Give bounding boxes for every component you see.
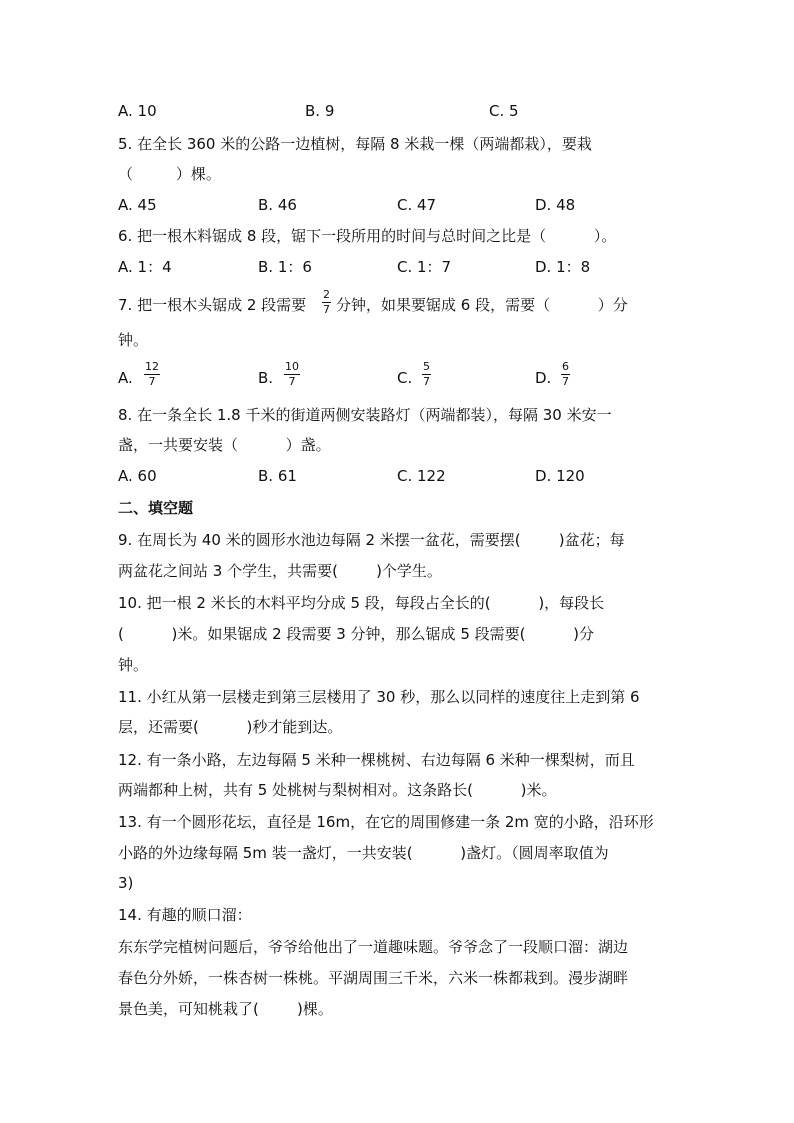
q7-option-c-label[interactable]: C. bbox=[397, 369, 413, 387]
q9-text-line2: 两盆花之间站 3 个学生，共需要( )个学生。 bbox=[118, 562, 442, 580]
q8-option-c[interactable]: C. 122 bbox=[397, 467, 446, 485]
q5-text-line1: 5. 在全长 360 米的公路一边植树，每隔 8 米栽一棵（两端都栽），要栽 bbox=[118, 135, 592, 153]
fraction-denominator: 7 bbox=[148, 375, 156, 388]
q6-option-d[interactable]: D. 1：8 bbox=[535, 258, 591, 276]
q7-fraction bbox=[322, 289, 331, 316]
q4-option-c[interactable]: C. 5 bbox=[489, 102, 519, 120]
q7-text-line2: 钟。 bbox=[118, 331, 149, 349]
q14-text-line1: 东东学完植树问题后，爷爷给他出了一道趣味题。爷爷念了一段顺口溜：湖边 bbox=[118, 938, 629, 956]
q14-title: 14. 有趣的顺口溜： bbox=[118, 906, 252, 924]
q11-text-line2: 层，还需要( )秒才能到达。 bbox=[118, 718, 343, 736]
q13-text-line1: 13. 有一个圆形花坛，直径是 16m，在它的周围修建一条 2m 宽的小路，沿环形 bbox=[118, 813, 654, 831]
q12-text-line1: 12. 有一条小路，左边每隔 5 米种一棵桃树、右边每隔 6 米种一棵梨树，而且 bbox=[118, 751, 635, 769]
q7-option-a-fraction bbox=[144, 361, 160, 388]
q8-option-d[interactable]: D. 120 bbox=[535, 467, 585, 485]
q7-option-b-fraction bbox=[284, 361, 300, 388]
fraction-numerator: 10 bbox=[285, 360, 299, 373]
q13-text-line2: 小路的外边缘每隔 5m 装一盏灯，一共安装( )盏灯。（圆周率取值为 bbox=[118, 844, 609, 862]
q5-text-line2: （ ）棵。 bbox=[118, 165, 221, 183]
q10-text-line2: ( )米。如果锯成 2 段需要 3 分钟，那么锯成 5 段需要( )分 bbox=[118, 625, 595, 643]
q10-text-line1: 10. 把一根 2 米长的木料平均分成 5 段，每段占全长的( )，每段长 bbox=[118, 594, 605, 612]
q7-option-c-fraction bbox=[422, 361, 431, 388]
q12-text-line2: 两端都种上树，共有 5 处桃树与梨树相对。这条路长( )米。 bbox=[118, 781, 557, 799]
fraction-numerator: 6 bbox=[562, 360, 569, 373]
q7-text-post: 分钟，如果要锯成 6 段，需要（ ）分 bbox=[336, 296, 628, 314]
q9-text-line1: 9. 在周长为 40 米的圆形水池边每隔 2 米摆一盆花，需要摆( )盆花；每 bbox=[118, 531, 625, 549]
q10-text-line3: 钟。 bbox=[118, 656, 149, 674]
q5-option-d[interactable]: D. 48 bbox=[535, 196, 576, 214]
fraction-denominator: 7 bbox=[562, 375, 569, 388]
q6-option-c[interactable]: C. 1：7 bbox=[397, 258, 452, 276]
q7-option-d-label[interactable]: D. bbox=[535, 369, 552, 387]
q6-option-b[interactable]: B. 1：6 bbox=[258, 258, 312, 276]
q5-option-a[interactable]: A. 45 bbox=[118, 196, 157, 214]
q11-text-line1: 11. 小红从第一层楼走到第三层楼用了 30 秒，那么以同样的速度往上走到第 6 bbox=[118, 688, 640, 706]
q4-option-b[interactable]: B. 9 bbox=[305, 102, 335, 120]
q8-text-line1: 8. 在一条全长 1.8 千米的街道两侧安装路灯（两端都装），每隔 30 米安一 bbox=[118, 406, 612, 424]
q5-option-c[interactable]: C. 47 bbox=[397, 196, 437, 214]
fraction-numerator: 12 bbox=[145, 360, 159, 373]
q6-text: 6. 把一根木料锯成 8 段，锯下一段所用的时间与总时间之比是（ ）。 bbox=[118, 227, 617, 245]
q6-option-a[interactable]: A. 1：4 bbox=[118, 258, 172, 276]
q13-text-line3: 3) bbox=[118, 874, 134, 892]
fraction-denominator: 7 bbox=[423, 375, 430, 388]
q8-option-b[interactable]: B. 61 bbox=[258, 467, 297, 485]
fraction-denominator: 7 bbox=[288, 375, 296, 388]
q7-text-pre: 7. 把一根木头锯成 2 段需要 bbox=[118, 296, 307, 314]
q7-option-d-fraction bbox=[561, 361, 570, 388]
q7-fraction-denominator: 7 bbox=[323, 303, 330, 316]
q7-option-b-label[interactable]: B. bbox=[258, 369, 274, 387]
section-title-fill-in: 二、填空题 bbox=[118, 499, 194, 517]
q14-text-line2: 春色分外娇，一株杏树一株桃。平湖周围三千米，六米一株都栽到。漫步湖畔 bbox=[118, 969, 629, 987]
q7-option-a-label[interactable]: A. bbox=[118, 369, 133, 387]
q8-text-line2: 盏，一共要安装（ ）盏。 bbox=[118, 436, 331, 454]
q14-text-line3: 景色美，可知桃栽了( )棵。 bbox=[118, 1000, 333, 1018]
fraction-numerator: 5 bbox=[423, 360, 430, 373]
q7-fraction-numerator: 2 bbox=[323, 288, 330, 301]
q8-option-a[interactable]: A. 60 bbox=[118, 467, 157, 485]
q5-option-b[interactable]: B. 46 bbox=[258, 196, 297, 214]
q4-option-a[interactable]: A. 10 bbox=[118, 102, 157, 120]
